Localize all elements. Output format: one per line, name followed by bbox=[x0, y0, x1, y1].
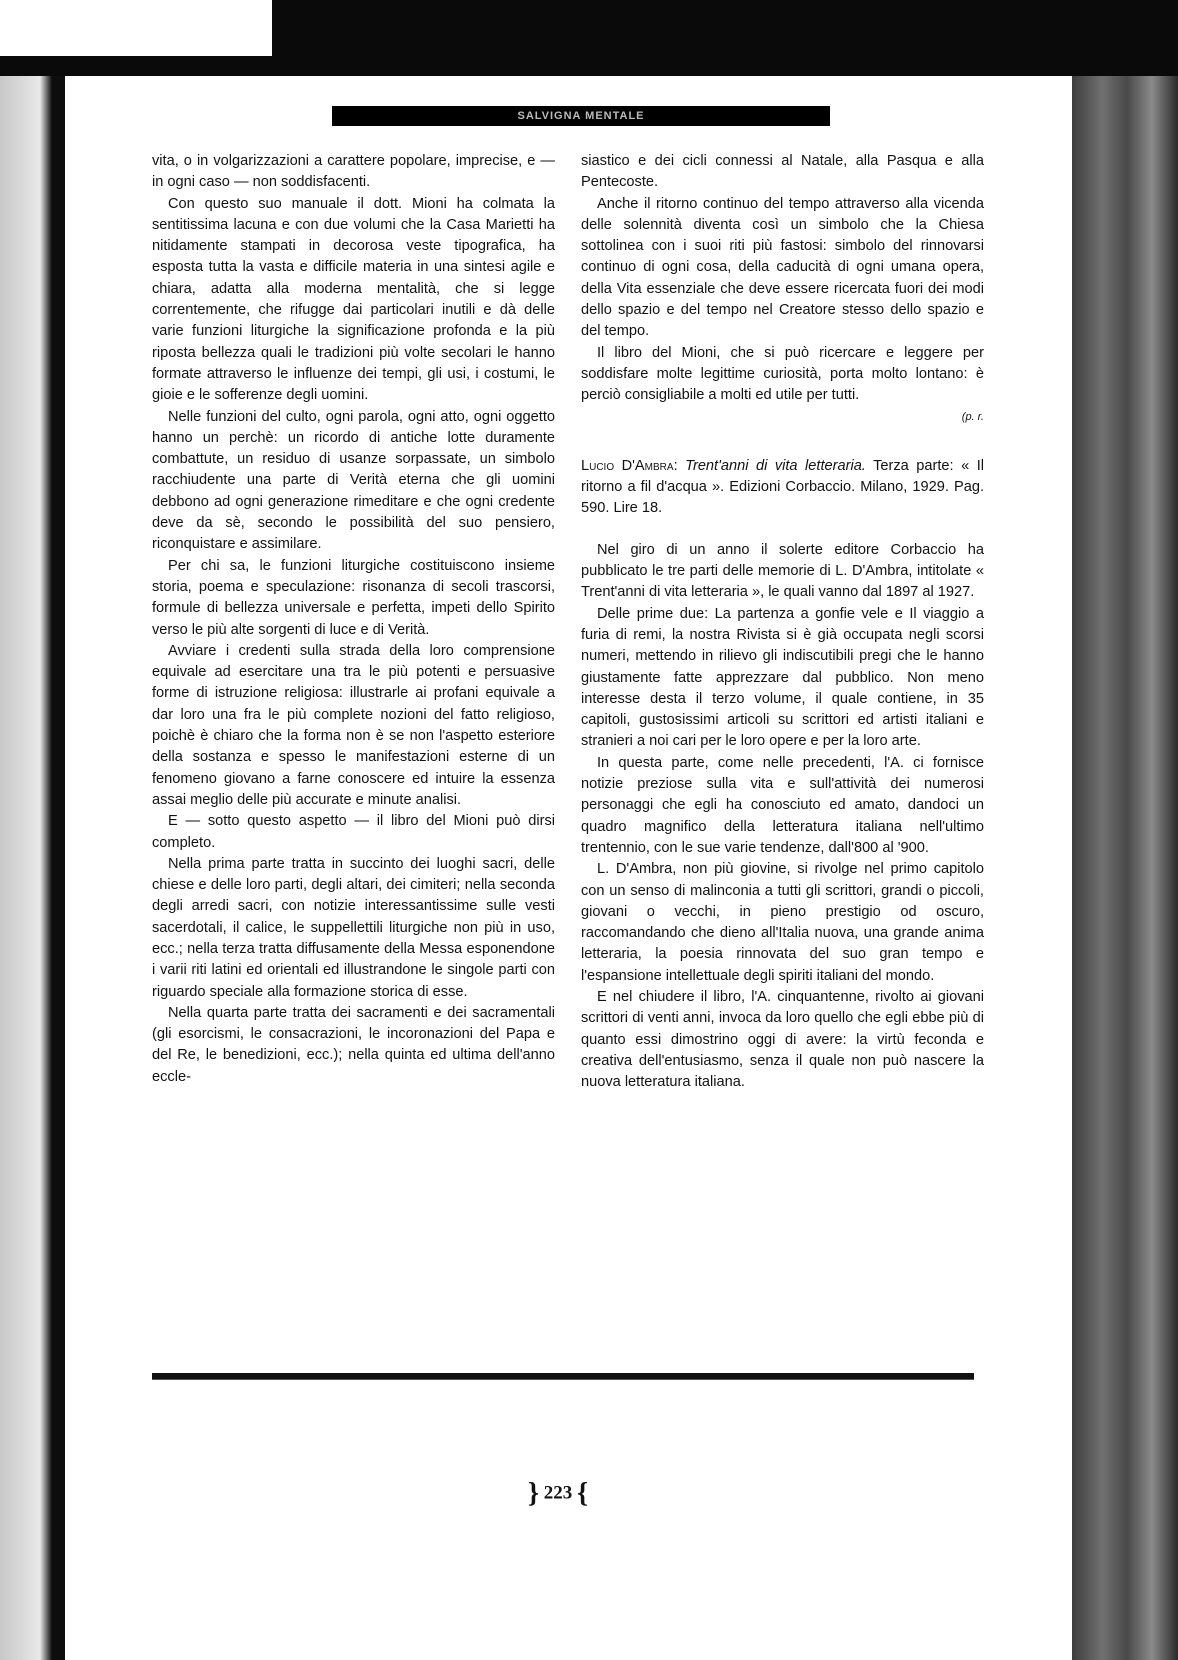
scan-border-left bbox=[0, 76, 65, 1660]
paragraph: Avviare i credenti sulla strada della loro comprensione equivale ad esercitare una tra le più potenti e persuasive forme di istruzione religiosa: illustrarle ai profani equivale a dar loro una fra le più complete nozioni del fatto religioso, poichè è chiaro che la forma non è se non l'aspetto esteriore della sostanza e spesso le manifestazioni esterne di un fenomeno giovano a farne conoscere ed intuire la essenza assai meglio delle più accurate e minute analisi. bbox=[152, 642, 555, 808]
review-author: Lucio D'Ambra bbox=[581, 457, 674, 474]
paragraph: Nella prima parte tratta in succinto dei luoghi sacri, delle chiese e delle loro parti, degli altari, dei cimiteri; nella seconda degli arredi sacri, con notizie interessantissime sulle vesti sacerdotali, il calice, le suppellettili liturgiche non più in uso, ecc.; nella terza tratta diffusamente della Messa esponendone i varii riti latini ed orientali ed illustrandone le singole parti con riguardo speciale alla formazione storica di esse. bbox=[152, 855, 555, 1000]
page-folio bbox=[508, 1478, 608, 1510]
left-column bbox=[152, 151, 555, 1088]
review-title: Trent'anni di vita letteraria. bbox=[685, 457, 866, 474]
folio-ornament-left-icon: } bbox=[527, 1478, 539, 1509]
paragraph: siastico e dei cicli connessi al Natale, alla Pasqua e alla Pentecoste. bbox=[581, 153, 984, 191]
reviewer-signature: (p. r. bbox=[961, 410, 984, 423]
paragraph: Con questo suo manuale il dott. Mioni ha colmata la sentitissima lacuna e con due volumi che la Casa Marietti ha nitidamente stampati in decorosa veste tipografica, ha esposta tutta la vasta e difficile materia in una sintesi agile e chiara, adatta alla moderna mentalità, che si legge correntemente, che rifugge dai particolari inutili e dà delle varie funzioni liturgiche la significazione profonda e la più riposta bellezza quali le tradizioni più volte secolari le hanno formate attraverso le influenze dei tempi, gli usi, i costumi, le gioie e le sofferenze degli uomini. bbox=[152, 195, 555, 404]
running-header bbox=[332, 106, 830, 126]
paragraph: Il libro del Mioni, che si può ricercare e leggere per soddisfare molte legittime curiosità, porta molto lontano: è perciò consigliabile a molti ed utile per tutti. bbox=[581, 344, 984, 404]
scan-border-top-lower bbox=[0, 56, 1178, 76]
scan-border-right bbox=[1072, 76, 1178, 1660]
paragraph: vita, o in volgarizzazioni a carattere popolare, imprecise, e — in ogni caso — non soddisfacenti. bbox=[152, 153, 555, 191]
review-details: Terza parte: « Il ritorno a fil d'acqua ». Edizioni Corbaccio. Milano, 1929. Pag. 590. Lire 18. bbox=[581, 457, 985, 517]
paragraph: Nel giro di un anno il solerte editore Corbaccio ha pubblicato le tre parti delle memorie di L. D'Ambra, intitolate « Trent'anni di vita letteraria », le quali vanno dal 1897 al 1927. bbox=[581, 541, 984, 601]
paragraph: E nel chiudere il libro, l'A. cinquantenne, rivolto ai giovani scrittori di venti anni, invoca da loro quello che egli ebbe più di quanto essi dimostrino oggi di avere: la virtù feconda e creativa dell'entusiasmo, senza il quale non può nascere la nuova letteratura italiana. bbox=[581, 988, 984, 1091]
paragraph: Delle prime due: La partenza a gonfie vele e Il viaggio a furia di remi, la nostra Rivista si è già occupata negli scorsi numeri, mettendo in rilievo gli indiscutibili pregi che le hanno giustamente fatte apprezzare dal pubblico. Non meno interesse desta il terzo volume, il quale contiene, in 35 capitoli, gustosissimi articoli su scrittori ed artisti italiani e stranieri a noi cari per le loro opere e per la loro arte. bbox=[581, 605, 984, 750]
running-header-title: SALVIGNA MENTALE bbox=[517, 110, 645, 122]
folio-ornament-right-icon: { bbox=[577, 1478, 589, 1509]
review-heading: Lucio D'Ambra: Trent'anni di vita letteraria. Terza parte: « Il ritorno a fil d'acqua ». Edizioni Corbaccio. Milano, 1929. Pag. 590. Lire 18. bbox=[581, 457, 985, 517]
paragraph: Per chi sa, le funzioni liturgiche costituiscono insieme storia, poema e speculazione: risonanza di secoli trascorsi, formule di bellezza universale e perfetta, impeti dello Spirito verso le più alte sorgenti di luce e di Verità. bbox=[152, 557, 555, 638]
scan-border-top bbox=[272, 0, 1178, 56]
paragraph: In questa parte, come nelle precedenti, l'A. ci fornisce notizie preziose sulla vita e sull'attività dei numerosi personaggi che egli ha conosciuto ed amato, dandoci un quadro magnifico della letteratura italiana nell'ultimo trentennio, con le sue varie tendenze, dall'800 al '900. bbox=[581, 754, 984, 856]
paragraph: Anche il ritorno continuo del tempo attraverso alla vicenda delle solennità diventa così un simbolo che la Chiesa sottolinea con i suoi riti più fastosi: simbolo del rinnovarsi continuo di ogni cosa, della caducità di ogni umana opera, della Vita essenziale che deve essere ricercata fuori dei modi dello spazio e del tempo nel Creatore stesso dello spazio e del tempo. bbox=[581, 195, 984, 340]
right-column bbox=[581, 151, 984, 1093]
page-number: 223 bbox=[543, 1482, 573, 1504]
paragraph: E — sotto questo aspetto — il libro del Mioni può dirsi completo. bbox=[152, 813, 555, 851]
paragraph: L. D'Ambra, non più giovine, si rivolge nel primo capitolo con un senso di malinconia a tutti gli scrittori, grandi o piccoli, giovani o vecchi, in pieno prestigio od oscuro, raccomandando che dieno all'Italia nuova, una grande anima letteraria, la poesia rinnovata del suo gran tempo e l'espansione intellettuale degli spiriti italiani del mondo. bbox=[581, 861, 984, 984]
footer-rule bbox=[152, 1373, 974, 1380]
paragraph: Nelle funzioni del culto, ogni parola, ogni atto, ogni oggetto hanno un perchè: un ricordo di antiche lotte duramente combattute, un residuo di usanze sorpassate, un simbolo racchiudente una parte di Verità eterna che gli uomini debbono ad ogni generazione rimeditare e che ogni credente deve da sè, secondo le possibilità del suo pensiero, riconquistare e assimilare. bbox=[152, 408, 555, 553]
paragraph: Nella quarta parte tratta dei sacramenti e dei sacramentali (gli esorcismi, le consacrazioni, le incoronazioni del Papa e del Re, le benedizioni, ecc.); nella quinta ed ultima dell'anno eccle- bbox=[152, 1004, 555, 1085]
